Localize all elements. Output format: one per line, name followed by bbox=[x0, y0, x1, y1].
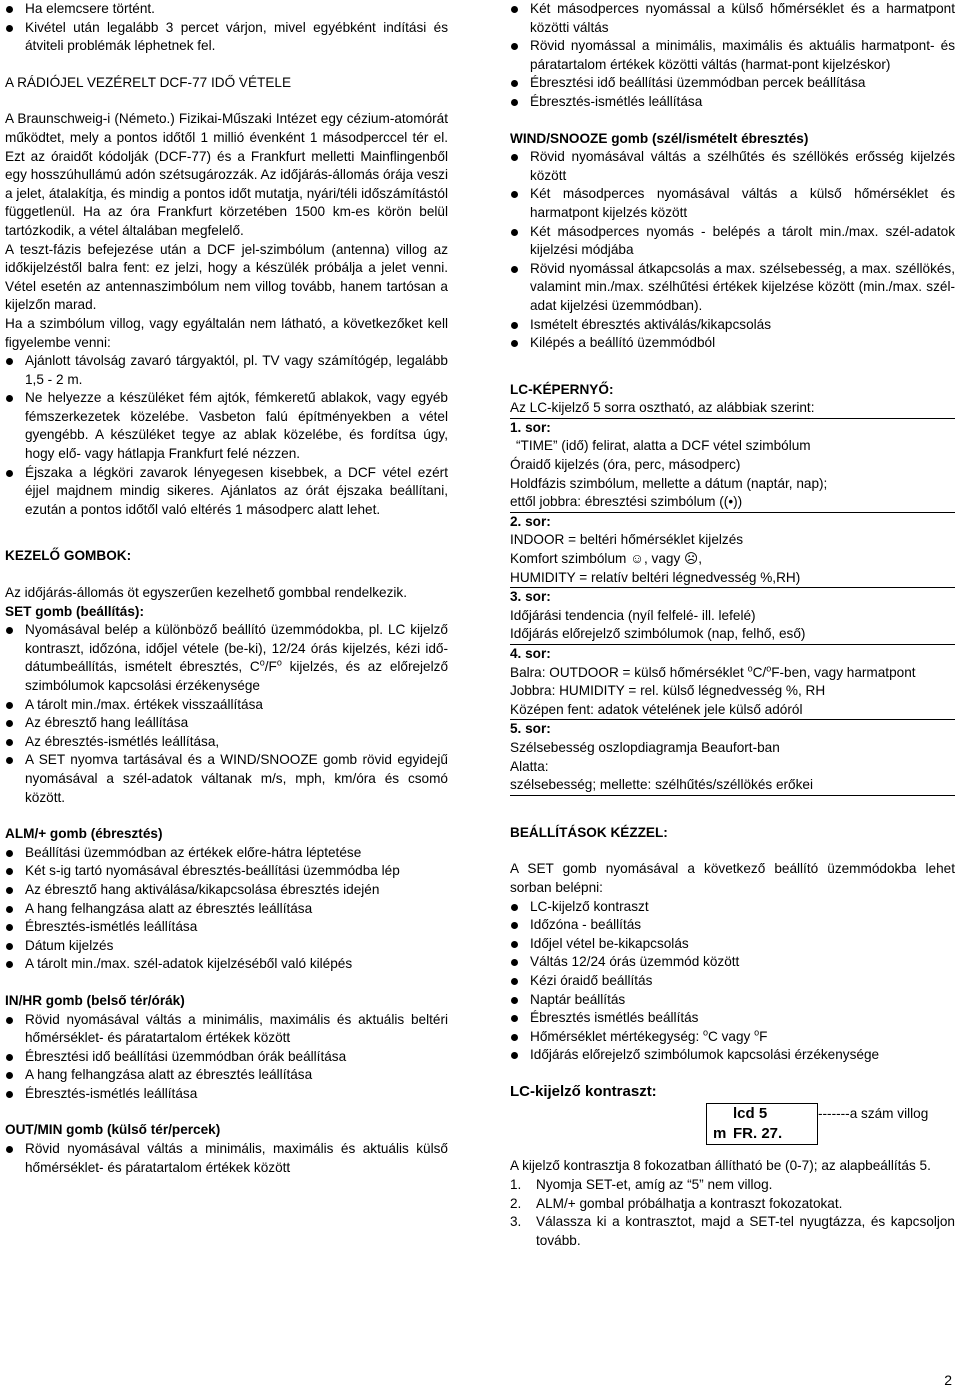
buttons-intro: Az időjárás-állomás öt egyszerűen kezelhető gombbal rendelkezik. bbox=[5, 585, 407, 601]
list-item: Rövid nyomással átkapcsolás a max. szélsebesség, a max. széllökés, valamint min./max. szélhűtési értékek kijelzése között (min./max. szél-adat kijelzési üzemmódban). bbox=[510, 260, 955, 316]
row-line: “TIME” (idő) felirat, alatta a DCF vétel szimbólum bbox=[516, 438, 811, 454]
lcd-display-box bbox=[706, 1103, 818, 1145]
set-list bbox=[5, 621, 448, 807]
alm-heading: ALM/+ gomb (ébresztés) bbox=[5, 826, 163, 842]
alm-list bbox=[5, 844, 448, 974]
list-item: A hang felhangzása alatt az ébresztés leállítása bbox=[5, 900, 448, 919]
list-item: Naptár beállítás bbox=[510, 991, 955, 1010]
left-column bbox=[5, 0, 448, 1177]
list-item: Nyomásával belép a különböző beállító üzemmódokba, pl. LC kijelző kontraszt, időzóna, időjel vétele (be-ki), 12/24 órás kijelzés, kézi idő- dátumbeállítás, ismételt ébresztés, $C^o/F^o$ kijelzés, és az előrejelző szimbólumok kapcsolási érzékenysége bbox=[5, 621, 448, 695]
settings-intro: A SET gomb nyomásával a következő beállító üzemmódokba lehet sorban belépni: bbox=[510, 861, 955, 895]
list-item: Időjárás előrejelző szimbólumok kapcsolási érzékenysége bbox=[510, 1046, 955, 1065]
step-text: Nyomja SET-et, amíg az “5” nem villog. bbox=[536, 1177, 773, 1193]
lcd-box-line-2: FR. 27. bbox=[733, 1125, 783, 1143]
list-item bbox=[510, 1195, 955, 1214]
list-item: Kézi óraidő beállítás bbox=[510, 972, 955, 991]
inhr-list bbox=[5, 1011, 448, 1104]
right-column bbox=[510, 0, 955, 1250]
row-line: ettől jobbra: ébresztési szimbólum ((•)) bbox=[510, 493, 955, 513]
lcd-contrast-illustration bbox=[510, 1103, 955, 1147]
lcd-row-2 bbox=[510, 513, 955, 588]
row-line: Holdfázis szimbólum, mellette a dátum (naptár, nap); bbox=[510, 475, 828, 491]
dcf-paragraph-1: A Braunschweig-i (Németo.) Fizikai-Műszaki Intézet egy cézium-atomórát működtet, mely a pontos időtől 1 millió évenként 1 másodperccel tér el. Ezt az óraidőt kódolják (DCF-77) és a Frankfurt melletti Mainflingenből egy hosszúhullámú adón szétsugározzák. Az időjárás-állomás órája veszi a jelet, átalakítja, és mindig a pontos időt mutatja, nyári/téli időszámítástól függetlenül. Ha az óra Frankfurt körzetében 1500 km-es körön belül tartózkodik, a vétel általában megfelelő. bbox=[5, 111, 448, 238]
list-item: A hang felhangzása alatt az ébresztés leállítása bbox=[5, 1066, 448, 1085]
list-item bbox=[510, 1176, 955, 1195]
outmin-continued-list bbox=[510, 0, 955, 112]
settings-list bbox=[510, 898, 955, 1065]
list-item: A tárolt min./max. szél-adatok kijelzéséből való kilépés bbox=[5, 955, 448, 974]
lcd-intro: Az LC-kijelző 5 sorra osztható, az alábbiak szerint: bbox=[510, 399, 955, 419]
buttons-heading: KEZELŐ GOMBOK: bbox=[5, 548, 132, 564]
row-line: Időjárás előrejelző szimbólumok (nap, felhő, eső) bbox=[510, 625, 955, 645]
lcd-row-1 bbox=[510, 419, 955, 513]
list-item: Ébresztés-ismétlés leállítása bbox=[5, 918, 448, 937]
intro-list bbox=[5, 0, 448, 56]
list-item: Rövid nyomással a minimális, maximális és aktuális harmatpont- és páratartalom értékek közötti váltás (harmat-pont kijelzéskor) bbox=[510, 37, 955, 74]
list-item: Az ébresztés-ismétlés leállítása, bbox=[5, 733, 448, 752]
list-item: Időjel vétel be-kikapcsolás bbox=[510, 935, 955, 954]
row-line: Balra: OUTDOOR = külső hőmérséklet $^o$C/$^o$F-ben, vagy harmatpont bbox=[510, 663, 916, 680]
list-item: Ismételt ébresztés aktiválás/kikapcsolás bbox=[510, 316, 955, 335]
outmin-heading: OUT/MIN gomb (külső tér/percek) bbox=[5, 1122, 221, 1138]
list-item: Ébresztési idő beállítási üzemmódban órák beállítása bbox=[5, 1048, 448, 1067]
list-item: Beállítási üzemmódban az értékek előre-hátra léptetése bbox=[5, 844, 448, 863]
list-item: Ajánlott távolság zavaró tárgyaktól, pl. TV vagy számítógép, legalább 1,5 - 2 m. bbox=[5, 352, 448, 389]
list-item: Az ébresztő hang aktiválása/kikapcsolása ébresztés idején bbox=[5, 881, 448, 900]
contrast-paragraph: A kijelző kontrasztja 8 fokozatban állítható be (0-7); az alapbeállítás 5. bbox=[510, 1158, 931, 1174]
row-label: 1. sor: bbox=[510, 419, 551, 435]
list-item: Az ébresztő hang leállítása bbox=[5, 714, 448, 733]
row-label: 4. sor: bbox=[510, 646, 551, 661]
step-number: 2. bbox=[510, 1195, 522, 1211]
wind-heading: WIND/SNOOZE gomb (szél/ismételt ébresztés) bbox=[510, 130, 809, 146]
list-item: Két s-ig tartó nyomásával ébresztés-beállítási üzemmódba lép bbox=[5, 862, 448, 881]
moon-icon: m bbox=[713, 1125, 727, 1143]
list-item: Ébresztés ismétlés beállítás bbox=[510, 1009, 955, 1028]
list-item: Váltás 12/24 órás üzemmód között bbox=[510, 953, 955, 972]
row-line: Középen fent: adatok vételének jele külső adóról bbox=[510, 701, 955, 721]
step-text: ALM/+ gombal próbálhatja a kontraszt fokozatokat. bbox=[536, 1195, 843, 1211]
list-item: Két másodperces nyomással a külső hőmérséklet és a harmatpont közötti váltás bbox=[510, 0, 955, 37]
list-item: A SET nyomva tartásával és a WIND/SNOOZE gomb rövid egyidejű nyomásával a szél-adatok váltanak m/s, mph, km/óra és csomó között. bbox=[5, 751, 448, 807]
lcd-row-4 bbox=[510, 645, 955, 720]
list-item: Éjszaka a légköri zavarok lényegesen kisebbek, a DCF vétel ezért éjjel majdnem mindig sikeres. Ajánlatos az órát éjszaka beállítani, ezután a pontos időtől való eltérés 1 másodperc alatt lehet. bbox=[5, 464, 448, 520]
dcf-paragraph-2: A teszt-fázis befejezése után a DCF jel-szimbólum (antenna) villog az időkijelzéstől balra fent: ez jelzi, hogy a készülék próbálja a jelet venni. Vétel esetén az antennaszimbólum nem villog tovább, hanem tartósan a kijelzőn marad. bbox=[5, 241, 448, 313]
list-item: Ébresztési idő beállítási üzemmódban percek beállítása bbox=[510, 74, 955, 93]
list-item: Ébresztés-ismétlés leállítása bbox=[5, 1085, 448, 1104]
row-line: INDOOR = beltéri hőmérséklet kijelzés bbox=[510, 532, 744, 548]
step-number: 3. bbox=[510, 1214, 522, 1230]
lcd-box-line-1: lcd 5 bbox=[733, 1105, 768, 1123]
dcf-heading: A RÁDIÓJEL VEZÉRELT DCF-77 IDŐ VÉTELE bbox=[5, 74, 292, 90]
contrast-heading: LC-kijelző kontraszt: bbox=[510, 1082, 657, 1100]
row-label: 5. sor: bbox=[510, 721, 551, 737]
dcf-paragraph-3: Ha a szimbólum villog, vagy egyáltalán nem látható, a következőket kell figyelembe venni: bbox=[5, 315, 448, 350]
row-line: Alatta: bbox=[510, 758, 549, 774]
step-number: 1. bbox=[510, 1177, 522, 1193]
list-item: LC-kijelző kontraszt bbox=[510, 898, 955, 917]
list-item: Kilépés a beállító üzemmódból bbox=[510, 334, 955, 353]
list-item: Dátum kijelzés bbox=[5, 937, 448, 956]
settings-heading: BEÁLLÍTÁSOK KÉZZEL: bbox=[510, 824, 668, 840]
row-line: szélsebesség; mellette: szélhűtés/széllökés erőkei bbox=[510, 776, 955, 796]
list-item bbox=[510, 1213, 955, 1250]
row-label: 2. sor: bbox=[510, 513, 551, 529]
dcf-list bbox=[5, 352, 448, 519]
row-line: Óraidő kijelzés (óra, perc, másodperc) bbox=[510, 457, 741, 473]
row-line: Jobbra: HUMIDITY = rel. külső légnedvesség %, RH bbox=[510, 683, 826, 699]
list-item: Hőmérséklet mértékegység: $^o$C vagy $^o$F bbox=[510, 1028, 955, 1047]
set-heading: SET gomb (beállítás): bbox=[5, 603, 144, 619]
row-line: Komfort szimbólum ☺, vagy ☹, bbox=[510, 551, 702, 567]
lcd-heading: LC-KÉPERNYŐ: bbox=[510, 381, 614, 397]
list-item: Rövid nyomásával váltás a minimális, maximális és aktuális beltéri hőmérséklet- és páratartalom értékek között bbox=[5, 1011, 448, 1048]
list-item: Ébresztés-ismétlés leállítása bbox=[510, 93, 955, 112]
row-line: Időjárási tendencia (nyíl felfelé- ill. lefelé) bbox=[510, 607, 756, 623]
outmin-list bbox=[5, 1140, 448, 1177]
list-item: Két másodperces nyomás - belépés a tárolt min./max. szél-adatok kijelzési módjába bbox=[510, 223, 955, 260]
lcd-row-5 bbox=[510, 720, 955, 795]
inhr-heading: IN/HR gomb (belső tér/órák) bbox=[5, 992, 185, 1008]
list-item: Ha elemcsere történt. bbox=[5, 0, 448, 19]
list-item: Kivétel után legalább 3 percet várjon, mivel egyébként indítási és átviteli problémák léphetnek fel. bbox=[5, 19, 448, 56]
row-label: 3. sor: bbox=[510, 589, 551, 605]
contrast-note: -------a szám villog bbox=[818, 1106, 929, 1122]
contrast-steps bbox=[510, 1176, 955, 1250]
list-item: Rövid nyomásával váltás a minimális, maximális és aktuális külső hőmérséklet- és páratartalom értékek között bbox=[5, 1140, 448, 1177]
list-item: Két másodperces nyomásával váltás a külső hőmérséklet és harmatpont kijelzés között bbox=[510, 185, 955, 222]
list-item: Időzóna - beállítás bbox=[510, 916, 955, 935]
step-text: Válassza ki a kontrasztot, majd a SET-tel nyugtázza, és kapcsoljon tovább. bbox=[536, 1214, 955, 1248]
list-item: A tárolt min./max. értékek visszaállítása bbox=[5, 696, 448, 715]
page-number: 2 bbox=[944, 1372, 952, 1388]
list-item: Rövid nyomásával váltás a szélhűtés és széllökés erősség kijelzés között bbox=[510, 148, 955, 185]
lcd-row-3 bbox=[510, 588, 955, 645]
row-line: Szélsebesség oszlopdiagramja Beaufort-ban bbox=[510, 739, 780, 755]
row-line: HUMIDITY = relatív beltéri légnedvesség %,RH) bbox=[510, 569, 955, 589]
wind-list bbox=[510, 148, 955, 353]
list-item: Ne helyezze a készüléket fém ajtók, fémkeretű ablakok, vagy egyéb fémszerkezetek közelébe. Vasbeton falú építményekben a vétel gyengébb. A készüléket tegye az ablak közelébe, és fordítsa úgy, hogy elő- vagy hátlapja Frankfurt felé nézzen. bbox=[5, 389, 448, 463]
